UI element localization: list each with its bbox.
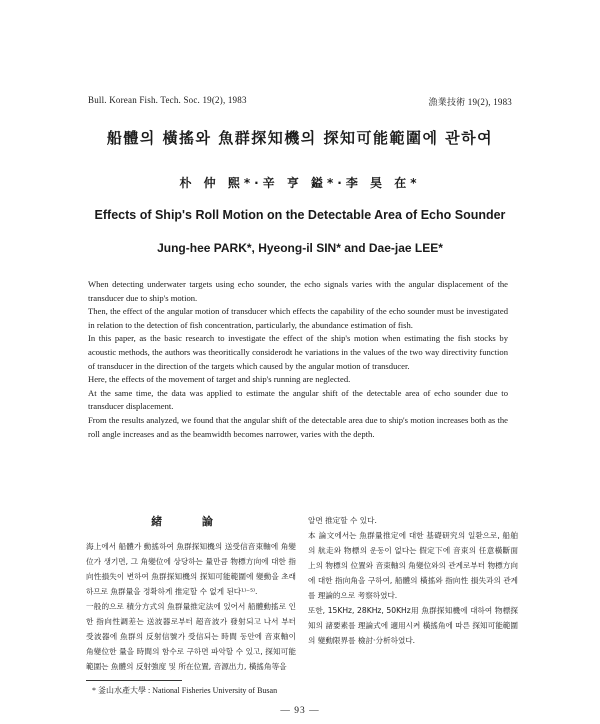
footnote-rule: [86, 680, 182, 681]
body-paragraph: 一般的으로 積分方式의 魚群量推定法에 있어서 船體動搖로 인한 指向性調差는 送波器로부터 超音波가 發射되고 나서 부터 受波器에 魚群의 反射信號가 受信되는 時間 동안에 音束軸이 角變位한 量을 時間의 함수로 구하면 파악할 수 있고, 探知可能範圍는 魚體의 反射強度 및 所在位置, 音源出力, 橫搖角等을: [86, 602, 296, 671]
journal-citation-english: Bull. Korean Fish. Tech. Soc. 19(2), 1983: [88, 95, 247, 105]
korean-title: 船體의 橫搖와 魚群探知機의 探知可能範圍에 관하여: [106, 129, 494, 147]
abstract-paragraph: Here, the effects of the movement of target and ship's running are neglected.: [88, 374, 351, 385]
page-number: — 93 —: [280, 706, 320, 716]
abstract-paragraph: When detecting underwater targets using echo sounder, the echo signals varies with the angular displacement of the transducer due to ship's motion.: [88, 279, 508, 303]
body-column-left: [86, 513, 296, 674]
korean-authors: 朴 仲 熙*·辛 亨 鎰*·李 昊 在*: [179, 176, 421, 190]
affiliation-footnote: * 釜山水產大學 : National Fisheries University of Busan: [92, 686, 278, 695]
body-text: [308, 513, 518, 648]
body-paragraph: 海上에서 船體가 動搖하여 魚群探知機의 送受信音束軸에 角變位가 생기면, 그 角變位에 상당하는 量만큼 物標方向에 대한 指向性損失이 변하여 魚群探知機의 探知可能範圍에 變動을 초래하므로 魚群量을 정확하게 推定할 수 없게 된다¹⁾⁻⁵⁾.: [86, 542, 296, 596]
abstract-paragraph: From the results analyzed, we found that the angular shift of the detectable area due to ship's motion increases both as the roll angle increases and as the beamwidth becomes narrower, varies with the depth.: [88, 414, 508, 439]
body-text: [86, 539, 296, 674]
english-title: Effects of Ship's Roll Motion on the Detectable Area of Echo Sounder: [94, 208, 506, 222]
body-column-right: [308, 513, 518, 648]
body-paragraph: 本 論文에서는 魚群量推定에 대한 基礎研究의 일환으로, 船舶의 航走와 物標의 운동이 없다는 假定下에 音束의 任意橫斷面上의 物標의 位置와 音束軸의 角變位와의 관계로부터 物標方向에 대한 指向角을 구하여, 船體의 橫搖와 指向性 損失과의 관계를 理論的으로 考察하였다.: [308, 531, 518, 600]
abstract: [88, 278, 508, 441]
abstract-paragraph: At the same time, the data was applied to estimate the angular shift of the detectable area of echo sounder due to transducer displacement.: [88, 387, 508, 412]
english-authors: Jung-hee PARK*, Hyeong-il SIN* and Dae-jae LEE*: [157, 241, 443, 255]
journal-citation-korean: 漁業技術 19(2), 1983: [428, 97, 512, 107]
body-paragraph: 알면 推定할 수 있다.: [308, 516, 377, 525]
abstract-paragraph: In this paper, as the basic research to investigate the effect of the ship's motion when estimating the fish stocks by acoustic methods, the authors was theoritically considerodt he variations in the values of the two way directivity function of transducer in the direction of the targets which caused by the angular motion of transducer.: [88, 333, 508, 371]
body-paragraph: 또한, 15KHz, 28KHz, 50KHz用 魚群探知機에 대하여 物標探知의 諸要素를 理論式에 適用시켜 橫搖角에 따른 探知可能範圍의 變動限界를 檢討·分析하였다.: [308, 606, 518, 645]
section-heading-introduction: 緒 論: [151, 515, 231, 528]
abstract-paragraph: Then, the effect of the angular motion of transducer which effects the capability of the echo sounder must be investigated in relation to the detection of fish concentration, particularly, the abundance estimation of fish.: [88, 306, 508, 330]
